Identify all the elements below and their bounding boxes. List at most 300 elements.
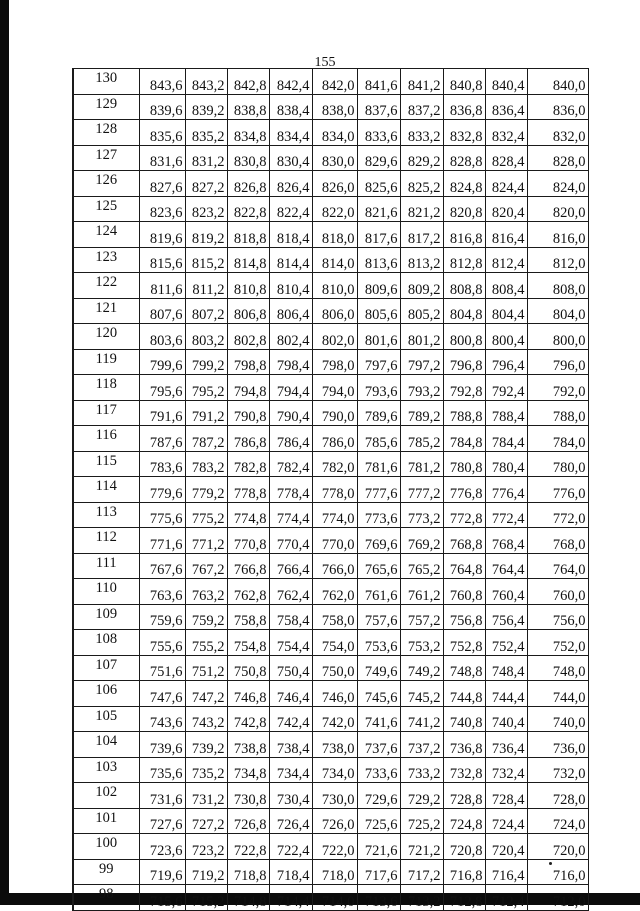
table-cell: 841,6 (357, 69, 400, 95)
row-number-cell: 127 (73, 145, 139, 171)
row-number-cell: 125 (73, 196, 139, 222)
table-cell: 811,6 (139, 273, 185, 299)
table-cell: 727,6 (139, 808, 185, 834)
table-row (73, 757, 588, 783)
table-cell: 776,0 (527, 477, 588, 503)
table-cell: 772,8 (443, 502, 485, 528)
table-cell: 787,2 (185, 426, 227, 452)
table-cell: 833,6 (357, 120, 400, 146)
table-cell: 771,2 (185, 528, 227, 554)
table-cell: 729,2 (400, 783, 443, 809)
table-cell: 742,4 (269, 706, 312, 732)
table-cell: 732,8 (443, 757, 485, 783)
table-cell: 790,0 (312, 400, 357, 426)
table-cell: 782,4 (269, 451, 312, 477)
table-cell: 797,6 (357, 349, 400, 375)
table-cell: 741,2 (400, 706, 443, 732)
table-cell: 807,6 (139, 298, 185, 324)
table-cell: 818,0 (312, 222, 357, 248)
table-cell: 801,2 (400, 324, 443, 350)
table-cell: 802,8 (227, 324, 269, 350)
table-cell: 830,0 (312, 145, 357, 171)
table-cell: 805,2 (400, 298, 443, 324)
table-cell: 754,8 (227, 630, 269, 656)
table-cell: 726,4 (269, 808, 312, 834)
table-cell: 808,4 (485, 273, 527, 299)
row-number-cell: 120 (73, 324, 139, 350)
table-cell: 717,6 (357, 859, 400, 885)
table-cell: 813,2 (400, 247, 443, 273)
table-row (73, 859, 588, 885)
table-cell: 779,2 (185, 477, 227, 503)
table-cell: 713,6 (357, 885, 400, 911)
table-cell: 823,2 (185, 196, 227, 222)
table-cell: 776,8 (443, 477, 485, 503)
table-row (73, 222, 588, 248)
table-cell: 736,0 (527, 732, 588, 758)
table-cell: 741,6 (357, 706, 400, 732)
table-cell: 738,8 (227, 732, 269, 758)
table-cell: 820,4 (485, 196, 527, 222)
table-cell: 843,6 (139, 69, 185, 95)
table-cell: 764,8 (443, 553, 485, 579)
table-cell: 744,4 (485, 681, 527, 707)
table-cell: 790,4 (269, 400, 312, 426)
table-cell: 825,2 (400, 171, 443, 197)
table-cell: 774,8 (227, 502, 269, 528)
table-cell: 795,6 (139, 375, 185, 401)
table-cell: 717,2 (400, 859, 443, 885)
table-cell: 804,8 (443, 298, 485, 324)
table-cell: 721,6 (357, 834, 400, 860)
table-cell: 728,4 (485, 783, 527, 809)
table-cell: 795,2 (185, 375, 227, 401)
table-cell: 796,0 (527, 349, 588, 375)
table-cell: 788,4 (485, 400, 527, 426)
table-cell: 736,8 (443, 732, 485, 758)
table-cell: 767,6 (139, 553, 185, 579)
table-cell: 728,0 (527, 783, 588, 809)
table-cell: 800,0 (527, 324, 588, 350)
table-cell: 744,0 (527, 681, 588, 707)
table-cell: 749,2 (400, 655, 443, 681)
table-row (73, 400, 588, 426)
table-cell: 830,4 (269, 145, 312, 171)
table-cell: 790,8 (227, 400, 269, 426)
table-cell: 758,0 (312, 604, 357, 630)
table-cell: 760,4 (485, 579, 527, 605)
table-cell: 800,8 (443, 324, 485, 350)
table-cell: 730,0 (312, 783, 357, 809)
table-row (73, 604, 588, 630)
table-cell: 808,0 (527, 273, 588, 299)
row-number-cell: 116 (73, 426, 139, 452)
table-cell: 789,2 (400, 400, 443, 426)
table-cell: 740,8 (443, 706, 485, 732)
row-number-cell: 110 (73, 579, 139, 605)
table-cell: 789,6 (357, 400, 400, 426)
table-cell: 743,6 (139, 706, 185, 732)
table-cell: 785,6 (357, 426, 400, 452)
table-cell: 732,0 (527, 757, 588, 783)
table-cell: 842,4 (269, 69, 312, 95)
row-number-cell: 98 (73, 885, 139, 911)
table-cell: 813,6 (357, 247, 400, 273)
table-cell: 719,2 (185, 859, 227, 885)
table-cell: 766,0 (312, 553, 357, 579)
table-cell: 783,2 (185, 451, 227, 477)
table-cell: 817,6 (357, 222, 400, 248)
table-row (73, 553, 588, 579)
table-cell: 762,8 (227, 579, 269, 605)
table-cell: 804,4 (485, 298, 527, 324)
table-cell: 749,6 (357, 655, 400, 681)
table-row (73, 451, 588, 477)
table-row (73, 706, 588, 732)
table-cell: 758,8 (227, 604, 269, 630)
table-cell: 756,4 (485, 604, 527, 630)
table-cell: 765,2 (400, 553, 443, 579)
table-cell: 807,2 (185, 298, 227, 324)
table-row (73, 502, 588, 528)
table-row (73, 655, 588, 681)
table-cell: 740,0 (527, 706, 588, 732)
table-cell: 811,2 (185, 273, 227, 299)
table-cell: 734,4 (269, 757, 312, 783)
table-cell: 843,2 (185, 69, 227, 95)
row-number-cell: 115 (73, 451, 139, 477)
table-cell: 780,4 (485, 451, 527, 477)
table-cell: 727,2 (185, 808, 227, 834)
table-row (73, 375, 588, 401)
table-row (73, 120, 588, 146)
table-cell: 735,6 (139, 757, 185, 783)
table-row (73, 273, 588, 299)
row-number-cell: 100 (73, 834, 139, 860)
table-cell: 718,8 (227, 859, 269, 885)
table-row (73, 247, 588, 273)
row-number-cell: 121 (73, 298, 139, 324)
table-cell: 724,0 (527, 808, 588, 834)
table-cell: 713,2 (400, 885, 443, 911)
table-cell: 770,0 (312, 528, 357, 554)
table-cell: 821,2 (400, 196, 443, 222)
table-cell: 769,6 (357, 528, 400, 554)
table-cell: 820,0 (527, 196, 588, 222)
table-cell: 792,8 (443, 375, 485, 401)
table-cell: 829,6 (357, 145, 400, 171)
table-cell: 836,0 (527, 94, 588, 120)
table-cell: 817,2 (400, 222, 443, 248)
table-cell: 826,8 (227, 171, 269, 197)
table-cell: 742,8 (227, 706, 269, 732)
table-cell: 720,0 (527, 834, 588, 860)
table-cell: 729,6 (357, 783, 400, 809)
table-cell: 716,0 (527, 859, 588, 885)
table-row (73, 885, 588, 911)
table-cell: 822,8 (227, 196, 269, 222)
table-cell: 747,6 (139, 681, 185, 707)
table-cell: 791,2 (185, 400, 227, 426)
table-cell: 755,6 (139, 630, 185, 656)
table-cell: 816,4 (485, 222, 527, 248)
table-cell: 765,6 (357, 553, 400, 579)
table-cell: 818,4 (269, 222, 312, 248)
table-row (73, 349, 588, 375)
table-cell: 738,0 (312, 732, 357, 758)
table-cell: 803,2 (185, 324, 227, 350)
table-cell: 777,2 (400, 477, 443, 503)
table-cell: 835,2 (185, 120, 227, 146)
table-cell: 775,6 (139, 502, 185, 528)
table-cell: 810,8 (227, 273, 269, 299)
table-cell: 761,6 (357, 579, 400, 605)
table-cell: 824,4 (485, 171, 527, 197)
table-row (73, 783, 588, 809)
table-cell: 791,6 (139, 400, 185, 426)
table-cell: 773,6 (357, 502, 400, 528)
table-cell: 714,4 (269, 885, 312, 911)
table-cell: 746,0 (312, 681, 357, 707)
table-cell: 777,6 (357, 477, 400, 503)
table-cell: 719,6 (139, 859, 185, 885)
table-cell: 838,0 (312, 94, 357, 120)
table-cell: 757,6 (357, 604, 400, 630)
table-cell: 806,8 (227, 298, 269, 324)
table-cell: 798,4 (269, 349, 312, 375)
table-cell: 837,2 (400, 94, 443, 120)
table-cell: 798,0 (312, 349, 357, 375)
table-cell: 828,4 (485, 145, 527, 171)
row-number-cell: 101 (73, 808, 139, 834)
table-cell: 720,4 (485, 834, 527, 860)
table-cell: 751,6 (139, 655, 185, 681)
table-cell: 814,4 (269, 247, 312, 273)
table-cell: 725,6 (357, 808, 400, 834)
row-number-cell: 113 (73, 502, 139, 528)
table-cell: 834,4 (269, 120, 312, 146)
scan-left-edge (0, 0, 9, 905)
table-cell: 802,4 (269, 324, 312, 350)
table-cell: 841,2 (400, 69, 443, 95)
table-cell: 832,4 (485, 120, 527, 146)
table-cell: 750,4 (269, 655, 312, 681)
table-cell: 755,2 (185, 630, 227, 656)
row-number-cell: 106 (73, 681, 139, 707)
table-cell: 768,4 (485, 528, 527, 554)
table-cell: 750,0 (312, 655, 357, 681)
table-cell: 737,6 (357, 732, 400, 758)
table-cell: 822,4 (269, 196, 312, 222)
table-cell: 793,2 (400, 375, 443, 401)
table-cell: 752,8 (443, 630, 485, 656)
table-cell: 714,8 (227, 885, 269, 911)
table-cell: 794,4 (269, 375, 312, 401)
table-cell: 733,6 (357, 757, 400, 783)
table-cell: 768,0 (527, 528, 588, 554)
table-cell: 762,4 (269, 579, 312, 605)
table-cell: 834,8 (227, 120, 269, 146)
table-cell: 804,0 (527, 298, 588, 324)
table-cell: 763,2 (185, 579, 227, 605)
table-cell: 801,6 (357, 324, 400, 350)
table-cell: 800,4 (485, 324, 527, 350)
table-cell: 819,6 (139, 222, 185, 248)
table-cell: 821,6 (357, 196, 400, 222)
table-cell: 809,6 (357, 273, 400, 299)
table-cell: 826,4 (269, 171, 312, 197)
table-cell: 792,0 (527, 375, 588, 401)
table-cell: 784,8 (443, 426, 485, 452)
data-table (72, 68, 589, 911)
table-cell: 758,4 (269, 604, 312, 630)
table-cell: 723,2 (185, 834, 227, 860)
table-cell: 778,8 (227, 477, 269, 503)
table-cell: 806,4 (269, 298, 312, 324)
table-cell: 714,0 (312, 885, 357, 911)
table-cell: 839,6 (139, 94, 185, 120)
table-cell: 820,8 (443, 196, 485, 222)
table-cell: 799,6 (139, 349, 185, 375)
table-cell: 786,0 (312, 426, 357, 452)
table-cell: 760,8 (443, 579, 485, 605)
table-cell: 780,8 (443, 451, 485, 477)
table-cell: 764,0 (527, 553, 588, 579)
table-cell: 840,0 (527, 69, 588, 95)
page-number: 155 (314, 55, 336, 70)
scan-speck (549, 862, 552, 865)
table-cell: 792,4 (485, 375, 527, 401)
table-cell: 785,2 (400, 426, 443, 452)
table-cell: 740,4 (485, 706, 527, 732)
table-cell: 715,2 (185, 885, 227, 911)
table-cell: 780,0 (527, 451, 588, 477)
table-row (73, 477, 588, 503)
table-cell: 787,6 (139, 426, 185, 452)
table-cell: 774,4 (269, 502, 312, 528)
table-cell: 759,2 (185, 604, 227, 630)
table-cell: 805,6 (357, 298, 400, 324)
row-number-cell: 122 (73, 273, 139, 299)
table-cell: 831,2 (185, 145, 227, 171)
table-cell: 838,8 (227, 94, 269, 120)
row-number-cell: 119 (73, 349, 139, 375)
table-cell: 833,2 (400, 120, 443, 146)
table-cell: 744,8 (443, 681, 485, 707)
table-row (73, 630, 588, 656)
table-cell: 840,8 (443, 69, 485, 95)
table-cell: 781,6 (357, 451, 400, 477)
row-number-cell: 114 (73, 477, 139, 503)
table-row (73, 732, 588, 758)
table-cell: 818,8 (227, 222, 269, 248)
table-cell: 837,6 (357, 94, 400, 120)
table-cell: 798,8 (227, 349, 269, 375)
table-container (72, 68, 587, 911)
table-cell: 726,0 (312, 808, 357, 834)
row-number-cell: 124 (73, 222, 139, 248)
table-cell: 739,2 (185, 732, 227, 758)
table-cell: 832,0 (527, 120, 588, 146)
table-row (73, 579, 588, 605)
table-cell: 796,8 (443, 349, 485, 375)
row-number-cell: 109 (73, 604, 139, 630)
table-cell: 718,0 (312, 859, 357, 885)
row-number-cell: 130 (73, 69, 139, 95)
table-cell: 825,6 (357, 171, 400, 197)
table-cell: 738,4 (269, 732, 312, 758)
table-cell: 767,2 (185, 553, 227, 579)
table-cell: 797,2 (400, 349, 443, 375)
table-cell: 782,8 (227, 451, 269, 477)
table-cell: 745,2 (400, 681, 443, 707)
row-number-cell: 128 (73, 120, 139, 146)
table-cell: 766,8 (227, 553, 269, 579)
row-number-cell: 107 (73, 655, 139, 681)
table-cell: 748,0 (527, 655, 588, 681)
table-row (73, 808, 588, 834)
table-cell: 812,0 (527, 247, 588, 273)
table-cell: 814,0 (312, 247, 357, 273)
table-cell: 761,2 (400, 579, 443, 605)
table-cell: 770,4 (269, 528, 312, 554)
table-cell: 779,6 (139, 477, 185, 503)
table-cell: 829,2 (400, 145, 443, 171)
table-cell: 737,2 (400, 732, 443, 758)
table-cell: 730,8 (227, 783, 269, 809)
table-cell: 748,4 (485, 655, 527, 681)
table-cell: 802,0 (312, 324, 357, 350)
table-cell: 827,2 (185, 171, 227, 197)
table-cell: 734,8 (227, 757, 269, 783)
table-cell: 824,0 (527, 171, 588, 197)
table-cell: 735,2 (185, 757, 227, 783)
table-cell: 733,2 (400, 757, 443, 783)
table-cell: 784,0 (527, 426, 588, 452)
table-cell: 743,2 (185, 706, 227, 732)
table-cell: 794,8 (227, 375, 269, 401)
table-row (73, 94, 588, 120)
table-cell: 775,2 (185, 502, 227, 528)
table-row (73, 528, 588, 554)
table-cell: 726,8 (227, 808, 269, 834)
table-cell: 739,6 (139, 732, 185, 758)
table-row (73, 196, 588, 222)
row-number-cell: 104 (73, 732, 139, 758)
table-cell: 836,4 (485, 94, 527, 120)
table-cell: 823,6 (139, 196, 185, 222)
table-cell: 724,8 (443, 808, 485, 834)
table-cell: 752,4 (485, 630, 527, 656)
table-cell: 772,4 (485, 502, 527, 528)
table-cell: 816,0 (527, 222, 588, 248)
table-cell: 810,0 (312, 273, 357, 299)
table-cell: 808,8 (443, 273, 485, 299)
table-cell: 723,6 (139, 834, 185, 860)
table-cell: 773,2 (400, 502, 443, 528)
table-cell: 757,2 (400, 604, 443, 630)
table-cell: 810,4 (269, 273, 312, 299)
table-cell: 716,4 (485, 859, 527, 885)
table-cell: 834,0 (312, 120, 357, 146)
table-cell: 728,8 (443, 783, 485, 809)
table-cell: 731,6 (139, 783, 185, 809)
table-cell: 756,0 (527, 604, 588, 630)
table-cell: 770,8 (227, 528, 269, 554)
table-row (73, 324, 588, 350)
table-cell: 796,4 (485, 349, 527, 375)
table-cell: 753,6 (357, 630, 400, 656)
